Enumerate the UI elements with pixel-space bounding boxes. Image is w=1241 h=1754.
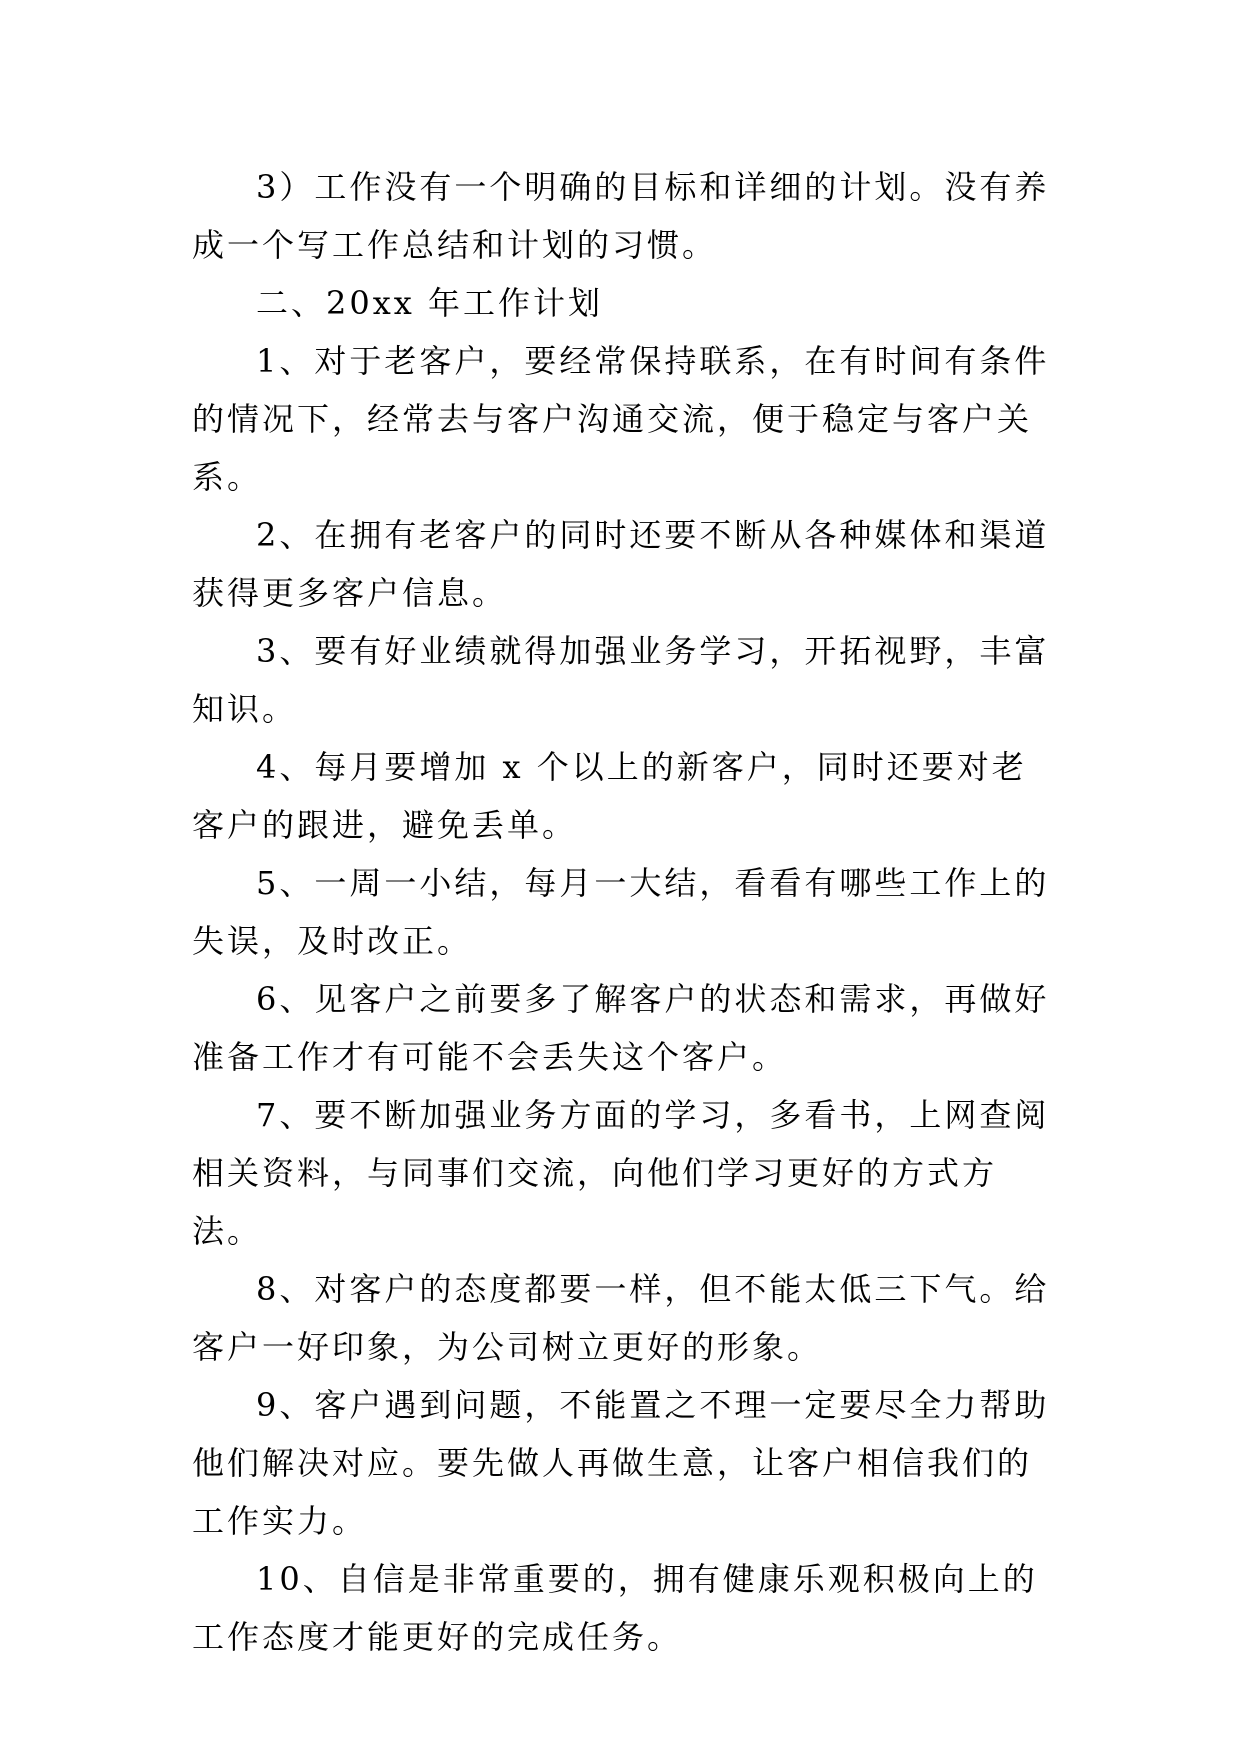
plan-item-4: 4、每月要增加 x 个以上的新客户，同时还要对老客户的跟进，避免丢单。: [192, 748, 1027, 844]
plan-item-7: 7、要不断加强业务方面的学习，多看书，上网查阅相关资料，与同事们交流，向他们学习更好的方式方法。: [192, 1096, 1050, 1250]
plan-item-9: 9、客户遇到问题，不能置之不理一定要尽全力帮助他们解决对应。要先做人再做生意，让客户相信我们的工作实力。: [192, 1386, 1050, 1540]
plan-item-2: 2、在拥有老客户的同时还要不断从各种媒体和渠道获得更多客户信息。: [192, 516, 1050, 612]
plan-item-8: 8、对客户的态度都要一样，但不能太低三下气。给客户一好印象，为公司树立更好的形象。: [192, 1270, 1050, 1366]
plan-item-1: 1、对于老客户，要经常保持联系，在有时间有条件的情况下，经常去与客户沟通交流，便于稳定与客户关系。: [192, 342, 1050, 496]
section-heading-work-plan: 二、20xx 年工作计划: [256, 284, 603, 322]
plan-item-5: 5、一周一小结，每月一大结，看看有哪些工作上的失误，及时改正。: [192, 864, 1050, 960]
plan-item-10: 10、自信是非常重要的，拥有健康乐观积极向上的工作态度才能更好的完成任务。: [192, 1560, 1038, 1656]
plan-item-6: 6、见客户之前要多了解客户的状态和需求，再做好准备工作才有可能不会丢失这个客户。: [192, 980, 1050, 1076]
paragraph-issue-3: 3）工作没有一个明确的目标和详细的计划。没有养成一个写工作总结和计划的习惯。: [192, 168, 1050, 264]
document-body: [192, 158, 1050, 1666]
plan-item-3: 3、要有好业绩就得加强业务学习，开拓视野，丰富知识。: [192, 632, 1050, 728]
